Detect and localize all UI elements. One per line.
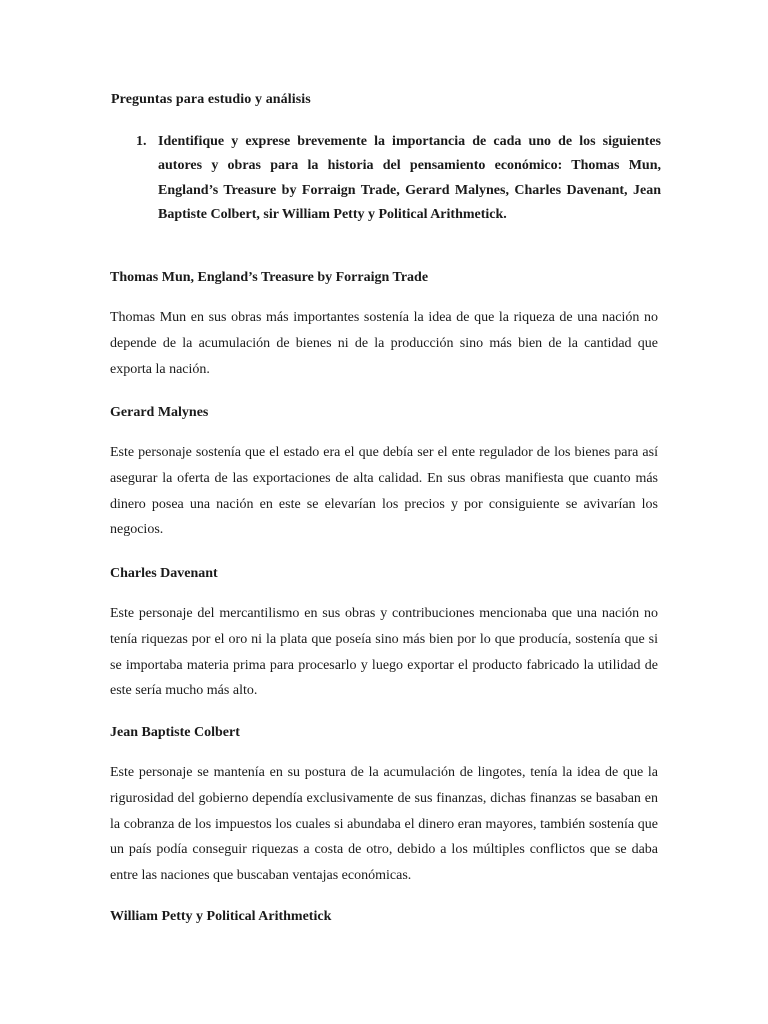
question-number: 1. xyxy=(136,134,147,149)
section-thomas-mun xyxy=(110,270,658,382)
section-william-petty xyxy=(110,909,658,925)
section-title: Gerard Malynes xyxy=(110,405,209,420)
section-body: Este personaje sostenía que el estado era el que debía ser el ente regulador de los bienes para así asegurar la oferta de las exportaciones de alta calidad. En sus obras manifiesta que cuanto más dinero posea una nación en este se elevarían los precios y por consiguiente se avivarían los negocios. xyxy=(110,445,658,538)
section-jean-baptiste-colbert xyxy=(110,725,658,889)
main-heading: Preguntas para estudio y análisis xyxy=(111,92,311,107)
section-title: Jean Baptiste Colbert xyxy=(110,725,240,740)
section-body: Thomas Mun en sus obras más importantes sostenía la idea de que la riqueza de una nación no depende de la acumulación de bienes ni de la producción sino más bien de la cantidad que exporta la nación. xyxy=(110,310,658,377)
section-gerard-malynes xyxy=(110,405,658,543)
section-body: Este personaje del mercantilismo en sus obras y contribuciones mencionaba que una nación no tenía riquezas por el oro ni la plata que poseía sino más bien por lo que producía, sostenía que si se importaba materia prima para procesarlo y luego exportar el producto fabricado la utilidad de este sería mucho más alto. xyxy=(110,606,658,699)
section-title: Thomas Mun, England’s Treasure by Forraign Trade xyxy=(110,270,429,285)
question-text: Identifique y exprese brevemente la importancia de cada uno de los siguientes autores y obras para la historia del pensamiento económico: Thomas Mun, England’s Treasure by Forraign Trade, Gerard Malynes, Charles Davenant, Jean Baptiste Colbert, sir William Petty y Political Arithmetick. xyxy=(158,134,661,222)
section-title: Charles Davenant xyxy=(110,566,218,581)
section-charles-davenant xyxy=(110,566,658,704)
section-body: Este personaje se mantenía en su postura de la acumulación de lingotes, tenía la idea de que la rigurosidad del gobierno dependía exclusivamente de sus finanzas, dichas finanzas se basaban en la cobranza de los impuestos los cuales si abundaba el dinero eran mayores, también sostenía que un país podía conseguir riquezas a costa de otro, debido a los múltiples conflictos que se daba entre las naciones que buscaban ventajas económicas. xyxy=(110,765,658,884)
section-title: William Petty y Political Arithmetick xyxy=(110,909,332,924)
